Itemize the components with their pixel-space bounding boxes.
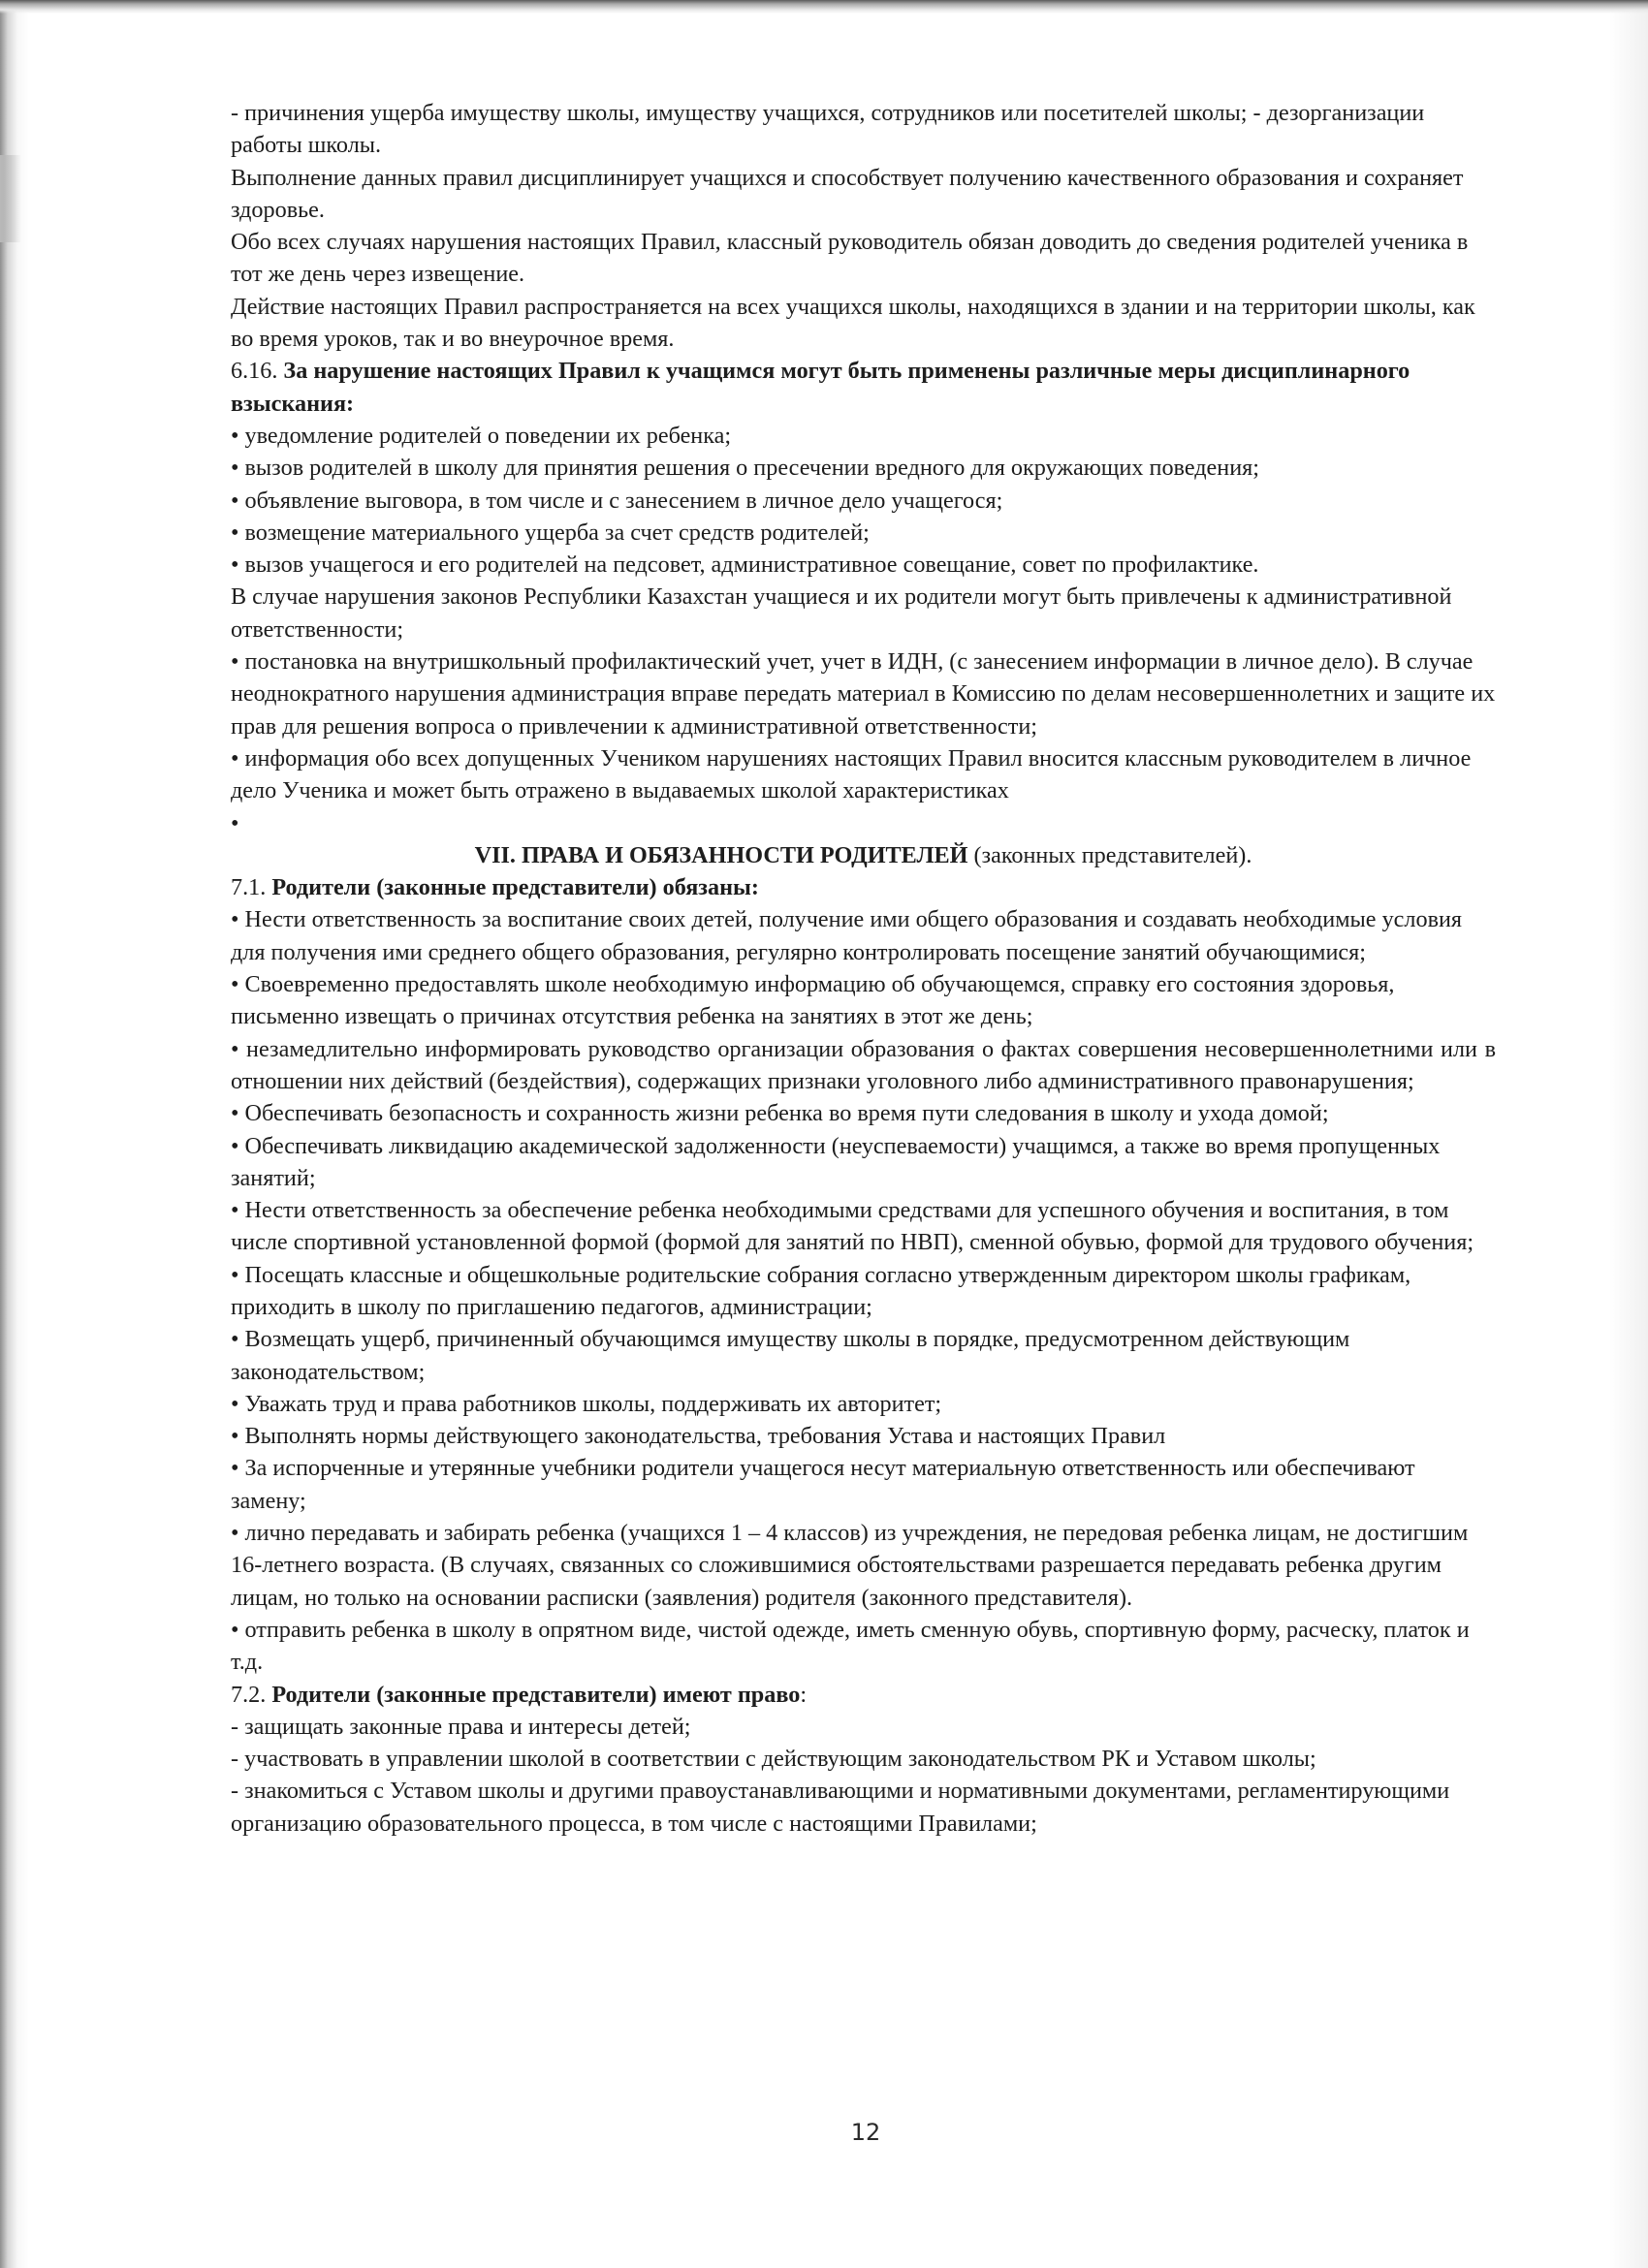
penalty-item: • уведомление родителей о поведении их ребенка;	[231, 422, 732, 449]
scan-edge-shadow	[0, 0, 1648, 14]
duty-item: • Уважать труд и права работников школы, поддерживать их авторитет;	[231, 1390, 942, 1417]
duty-item: • За испорченные и утерянные учебники родители учащегося несут материальную ответственность или обеспечивают замену;	[231, 1455, 1415, 1514]
penalty-item: • возмещение материального ущерба за счет средств родителей;	[231, 519, 870, 546]
section-7-heading	[231, 839, 1496, 871]
clause-7-2-number: 7.2.	[231, 1681, 272, 1708]
scan-left-edge-shadow	[0, 155, 21, 242]
right-item: - знакомиться с Уставом школы и другими правоустанавливающими и нормативными документами, регламентирующими организацию образовательного процесса, в том числе с настоящими Правилами;	[231, 1778, 1450, 1837]
intro-line: - причинения ущерба имуществу школы, имуществу учащихся, сотрудников или посетителей школы; - дезорганизации работы школы.	[231, 100, 1425, 159]
clause-7-1-title: Родители (законные представители) обязаны:	[271, 874, 759, 901]
intro-line: Обо всех случаях нарушения настоящих Правил, классный руководитель обязан доводить до сведения родителей ученика в тот же день через извещение.	[231, 229, 1469, 288]
penalty-item: В случае нарушения законов Республики Казахстан учащиеся и их родители могут быть привлечены к административной ответственности;	[231, 583, 1452, 643]
duty-item: • Нести ответственность за воспитание своих детей, получение ими общего образования и создавать необходимые условия для получения ими среднего общего образования, регулярно контролировать посещение занятий обучающимися;	[231, 906, 1463, 965]
document-body	[231, 97, 1496, 1840]
section-6-16-number: 6.16.	[231, 358, 284, 385]
penalty-item: • объявление выговора, в том числе и с занесением в личное дело учащегося;	[231, 487, 1003, 514]
penalty-item: • вызов учащегося и его родителей на педсовет, административное совещание, совет по профилактике.	[231, 551, 1259, 579]
penalty-item: • информация обо всех допущенных Учеником нарушениях настоящих Правил вносится классным руководителем в личное дело Ученика и может быть отражено в выдаваемых школой характеристиках	[231, 744, 1472, 804]
clause-7-2-colon: :	[800, 1681, 808, 1708]
section-7-title: VII. ПРАВА И ОБЯЗАННОСТИ РОДИТЕЛЕЙ	[474, 841, 974, 868]
clause-7-2-heading	[231, 1679, 1496, 1711]
right-item: - защищать законные права и интересы детей;	[231, 1713, 691, 1740]
penalty-item: •	[231, 809, 239, 836]
section-6-16-title: За нарушение настоящих Правил к учащимся могут быть применены различные меры дисциплинарного взыскания:	[231, 358, 1410, 417]
duty-item: • отправить ребенка в школу в опрятном виде, чистой одежде, иметь сменную обувь, спортивную форму, расческу, платок и т.д.	[231, 1616, 1470, 1676]
penalty-item: • вызов родителей в школу для принятия решения о пресечении вредного для окружающих поведения;	[231, 455, 1260, 482]
section-7-title-suffix: (законных представителей).	[973, 841, 1252, 868]
duty-item: • Выполнять нормы действующего законодательства, требования Устава и настоящих Правил	[231, 1423, 1166, 1450]
clause-7-2-title: Родители (законные представители) имеют право	[271, 1681, 801, 1708]
page-number: 12	[850, 2119, 881, 2146]
duty-item: • Нести ответственность за обеспечение ребенка необходимыми средствами для успешного обучения и воспитания, в том числе спортивной установленной формой (формой для занятий по НВП), сменной обувью, формой для трудового обучения;	[231, 1197, 1474, 1256]
clause-7-1-number: 7.1.	[231, 874, 272, 901]
duty-item: • Обеспечивать безопасность и сохранность жизни ребенка во время пути следования в школу и ухода домой;	[231, 1100, 1329, 1127]
intro-line: Выполнение данных правил дисциплинирует учащихся и способствует получению качественного образования и сохраняет здоровье.	[231, 164, 1464, 223]
duty-item: • незамедлительно информировать руководство организации образования о фактах совершения несовершеннолетними или в отношении них действий (бездействия), содержащих признаки уголовного либо административного правонарушения;	[231, 1035, 1496, 1094]
penalty-item: • постановка на внутришкольный профилактический учет, учет в ИДН, (с занесением информации в личное дело). В случае неоднократного нарушения администрация вправе передать материал в Комиссию по делам несовершеннолетних и защите их прав для решения вопроса о привлечении к административной ответственности;	[231, 648, 1496, 740]
duty-item: • Возмещать ущерб, причиненный обучающимся имуществу школы в порядке, предусмотренном действующим законодательством;	[231, 1326, 1350, 1385]
duty-item: • Своевременно предоставлять школе необходимую информацию об обучающемся, справку его состояния здоровья, письменно извещать о причинах отсутствия ребенка на занятиях в этот же день;	[231, 971, 1395, 1030]
intro-line: Действие настоящих Правил распространяется на всех учащихся школы, находящихся в здании и на территории школы, как во время уроков, так и во внеурочное время.	[231, 293, 1475, 353]
clause-7-1-heading	[231, 871, 1496, 903]
duty-item: • Обеспечивать ликвидацию академической задолженности (неуспеваемости) учащимся, а также во время пропущенных занятий;	[231, 1132, 1441, 1191]
section-6-16-heading	[231, 355, 1496, 420]
right-item: - участвовать в управлении школой в соответствии с действующим законодательством РК и Уставом школы;	[231, 1746, 1316, 1773]
duty-item: • Посещать классные и общешкольные родительские собрания согласно утвержденным директором школы графикам, приходить в школу по приглашению педагогов, администрации;	[231, 1261, 1411, 1320]
duty-item: • лично передавать и забирать ребенка (учащихся 1 – 4 классов) из учреждения, не передовая ребенка лицам, не достигшим 16-летнего возраста. (В случаях, связанных со сложившимися обстоятельствами разрешается передавать ребенка другим лицам, но только на основании расписки (заявления) родителя (законного представителя).	[231, 1520, 1469, 1611]
